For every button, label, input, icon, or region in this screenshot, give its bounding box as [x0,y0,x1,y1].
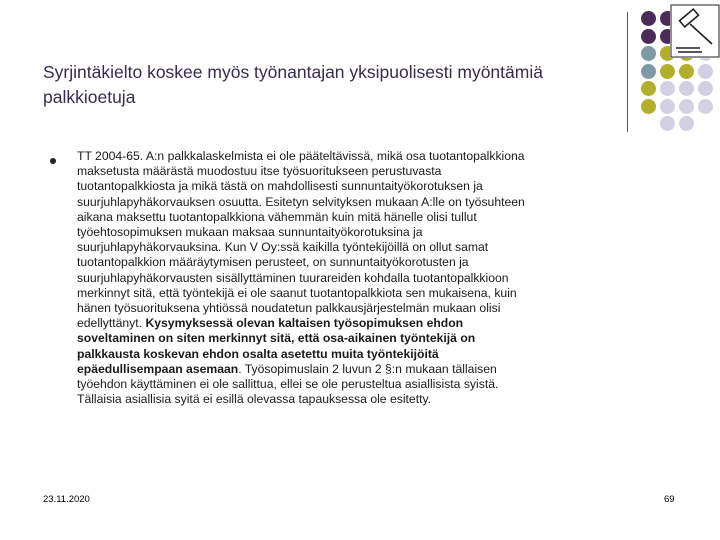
decorative-dot [641,11,656,26]
decorative-dot [698,99,713,114]
decorative-dot [679,81,694,96]
decorative-dot [641,29,656,44]
body-text-run: A:n palkkalaskelmista ei ole pääteltävissä, mikä osa tuotantopalkkiona maksetusta määrästä muodostuu itse työsuoritukseen perustuvasta tuotantopalkkiosta ja mikä tästä on mahdollisesti sunnuntaityökorotuksen ja suurjuhlapyhäkorvauksen osuutta. Esitetyn selvityksen mukaan A:lle on työsuhteen aikana maksettu tuotantopalkkiona vähemmän kuin mitä hänelle olisi tullut työehtosopimuksen mukaan maksaa sunnuntaityökorotuksina ja suurjuhlapyhäkorvauksina. Kun V Oy:ssä kaikilla työntekijöillä on ollut samat tuotantopalkkion määräytymisen perusteet, on sunnuntaityökorotusten ja suurjuhlapyhäkorvausten sisällyttäminen tuurareiden kohdalla tuotantopalkkioon merkinnyt sitä, että työntekijä ei ole saanut tuotantopalkkiota sen mukaisena, kuin hänen työsuorituksena yhtiössä noudatetun palkkausjärjestelmän mukaan olisi edellyttänyt. [77,149,525,331]
decorative-dot [641,64,656,79]
slide-body-text [77,149,672,407]
bullet-point [50,158,56,164]
slide-title: Syrjintäkielto koskee myös työnantajan yksipuolisesti myöntämiä palkkioetuja [43,62,543,107]
divider-line [627,12,628,132]
decorative-dot [660,64,675,79]
decorative-dot [698,81,713,96]
decorative-dot [641,99,656,114]
decorative-dot [679,116,694,131]
decorative-dot [679,99,694,114]
decorative-dot [698,64,713,79]
body-text-run: . Työsopimuslain 2 luvun 2 §:n mukaan tällaisen työehdon käyttäminen ei ole sallittua, ellei se ole perusteltua asiallisista syistä. Tällaisia asiallisia syitä ei esillä olevassa tapauksessa ole esitetty. [77,361,499,407]
page-number: 69 [664,494,675,505]
decorative-dot [660,81,675,96]
emphasized-text: Kysymyksessä olevan kaltaisen työsopimuksen ehdon soveltaminen on siten merkinnyt sitä, että osa-aikainen työntekijä on palkkausta koskevan ehdon osalta asetettu muita työntekijöitä epäedullisempaan asemaan [77,316,476,376]
decorative-dot [641,46,656,61]
decorative-dot [660,116,675,131]
body-text-run: TT 2004-65. [77,149,146,163]
decorative-dot [660,99,675,114]
decorative-dot [679,64,694,79]
gavel-icon [670,4,720,58]
footer-date: 23.11.2020 [43,494,90,505]
decorative-dot [641,81,656,96]
